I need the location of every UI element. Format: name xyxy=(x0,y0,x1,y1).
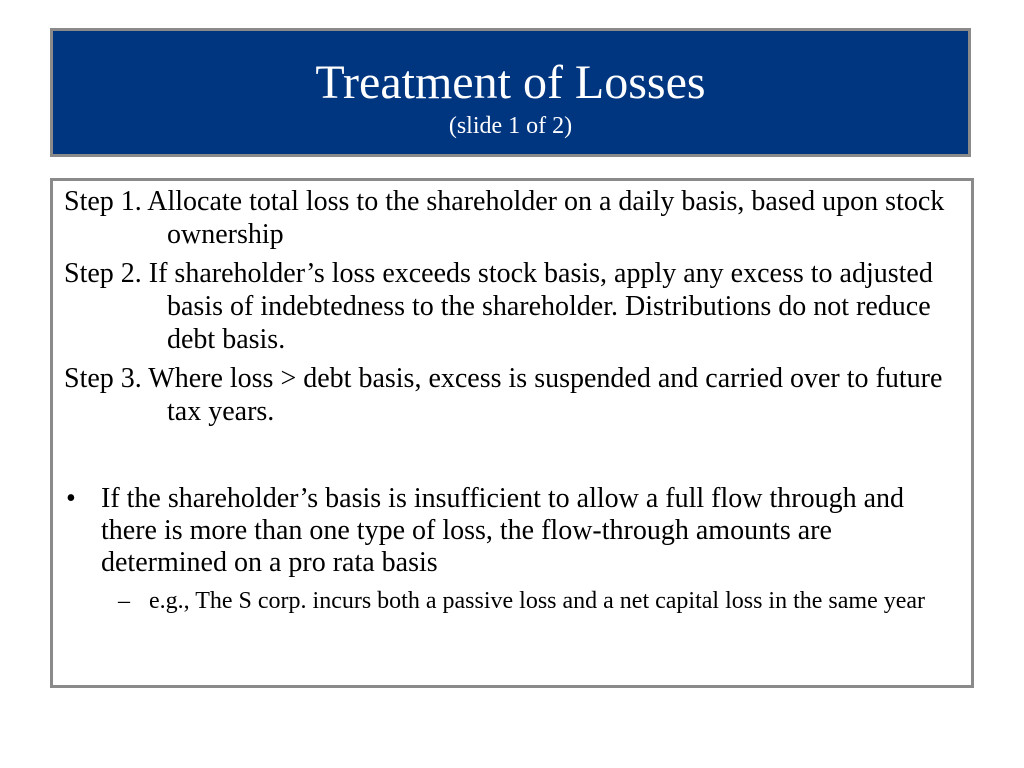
sub-bullet-marker: – xyxy=(118,588,130,614)
step-3: Step 3. Where loss > debt basis, excess is suspended and carried over to future tax years. xyxy=(64,363,943,427)
sub-bullet-text: e.g., The S corp. incurs both a passive loss and a net capital loss in the same year xyxy=(149,588,926,614)
bullet-section xyxy=(64,483,954,615)
sub-bullet-item xyxy=(64,587,954,615)
steps-list xyxy=(64,185,954,434)
title-banner xyxy=(50,28,971,157)
slide-subtitle: (slide 1 of 2) xyxy=(448,113,573,139)
step-2: Step 2. If shareholder’s loss exceeds stock basis, apply any excess to adjusted basis of indebtedness to the shareholder. Distributions do not reduce debt basis. xyxy=(64,258,933,355)
bullet-text: If the shareholder’s basis is insufficient to allow a full flow through and there is more than one type of loss, the flow-through amounts are determined on a pro rata basis xyxy=(101,483,905,578)
content-box xyxy=(50,178,974,688)
step-1: Step 1. Allocate total loss to the shareholder on a daily basis, based upon stock ownership xyxy=(64,186,945,250)
bullet-marker: • xyxy=(66,483,76,514)
bullet-item xyxy=(64,483,954,579)
slide-title: Treatment of Losses xyxy=(315,56,706,109)
